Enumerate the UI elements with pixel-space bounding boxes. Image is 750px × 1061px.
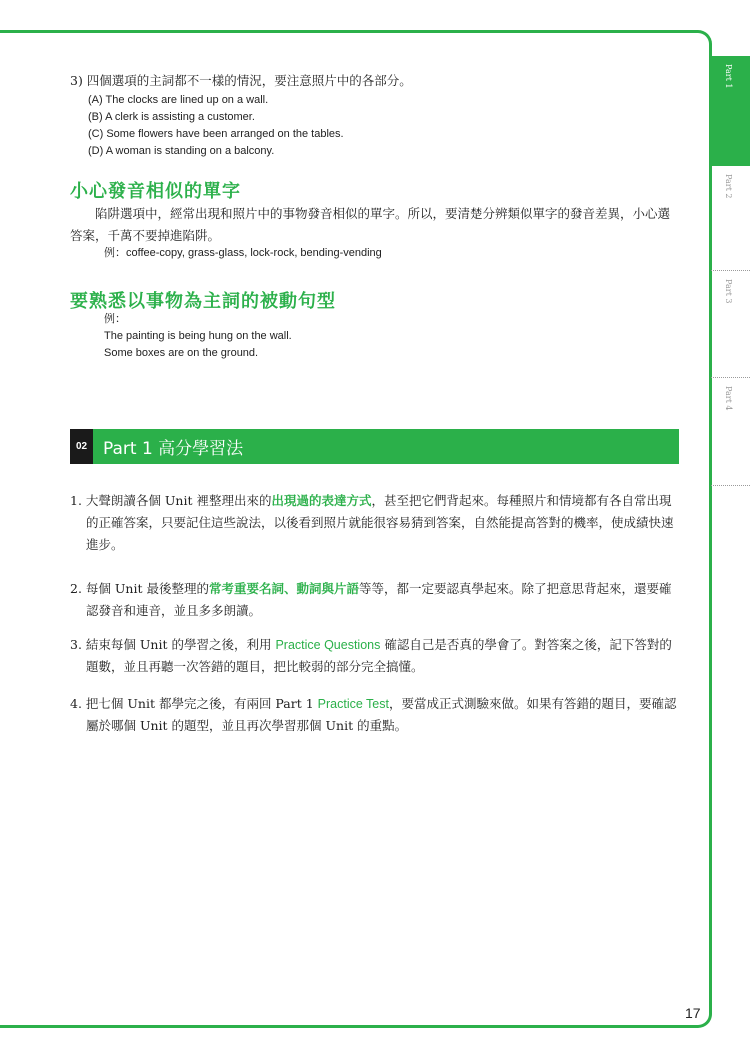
tip2-example-2: Some boxes are on the ground. [104, 347, 259, 359]
list-item-text: ，甚至把它們背起來。每種照片和情境都有各自常出現的正確答案，只要記住這些說法，以後看到照片就能很容易猜到答案，自然能提高答對的機率，使成績快速進步。 [86, 493, 674, 552]
list-item [70, 578, 682, 622]
list-item-highlight: Practice Questions [275, 638, 381, 652]
page-number: 17 [685, 1005, 701, 1021]
tip2-examples [104, 311, 292, 362]
option-a: (A) The clocks are lined up on a wall. [88, 94, 269, 106]
list-item-highlight: 出現過的表達方式 [271, 493, 372, 508]
list-item-text: 1. 大聲朗讀各個 Unit 裡整理出來的 [70, 493, 272, 508]
section-number: 02 [70, 429, 93, 464]
option-d: (D) A woman is standing on a balcony. [88, 145, 275, 157]
option-c: (C) Some flowers have been arranged on the tables. [88, 128, 344, 140]
tip1-body: 陷阱選項中，經常出現和照片中的事物發音相似的單字。所以，要清楚分辨類似單字的發音差異，小心選答案，千萬不要掉進陷阱。 [70, 206, 671, 243]
question-intro: 3) 四個選項的主詞都不一樣的情況，要注意照片中的各部分。 [70, 73, 412, 88]
list-item-text: 3. 結束每個 Unit 的學習之後，利用 [70, 637, 276, 652]
list-item [70, 693, 682, 737]
question-options [88, 92, 344, 160]
list-item-highlight: 常考重要名詞、動詞與片語 [208, 581, 359, 596]
tip1-example: 例：coffee-copy, grass-glass, lock-rock, bending-vending [104, 247, 382, 259]
section-header-bar [70, 429, 679, 464]
tab-part-1[interactable] [711, 56, 750, 166]
tip2-example-1: The painting is being hung on the wall. [104, 330, 292, 342]
list-item-highlight: Practice Test [317, 697, 389, 711]
tip1-heading: 小心發音相似的單字 [70, 181, 241, 202]
list-item-text: 2. 每個 Unit 最後整理的 [70, 581, 209, 596]
list-item [70, 634, 682, 678]
list-item-text: 等等，都一定要認真學起來。除了把意思背起來，還要確認發音和連音，並且多多朗讀。 [86, 581, 672, 618]
section-title: Part 1 高分學習法 [103, 439, 244, 459]
list-item-text: 4. 把七個 Unit 都學完之後，有兩回 Part 1 [70, 696, 318, 711]
tab-part-2-label: Part 2 [724, 174, 733, 199]
tip2-example-label: 例： [104, 313, 126, 325]
tab-part-1-label: Part 1 [724, 64, 733, 89]
list-item-text: ，要當成正式測驗來做。如果有答錯的題目，要確認屬於哪個 Unit 的題型，並且再次學習那個 Unit 的重點。 [86, 696, 677, 733]
tab-part-4[interactable] [711, 378, 750, 486]
tab-part-2[interactable] [711, 166, 750, 271]
tip2-heading: 要熟悉以事物為主詞的被動句型 [70, 291, 336, 312]
list-item [70, 490, 682, 556]
option-b: (B) A clerk is assisting a customer. [88, 111, 255, 123]
tab-part-4-label: Part 4 [724, 386, 733, 411]
list-item-text: 確認自己是否真的學會了。對答案之後，記下答對的題數，並且再聽一次答錯的題目，把比較弱的部分完全搞懂。 [86, 637, 672, 674]
tab-part-3[interactable] [711, 271, 750, 378]
tab-part-3-label: Part 3 [724, 279, 733, 304]
